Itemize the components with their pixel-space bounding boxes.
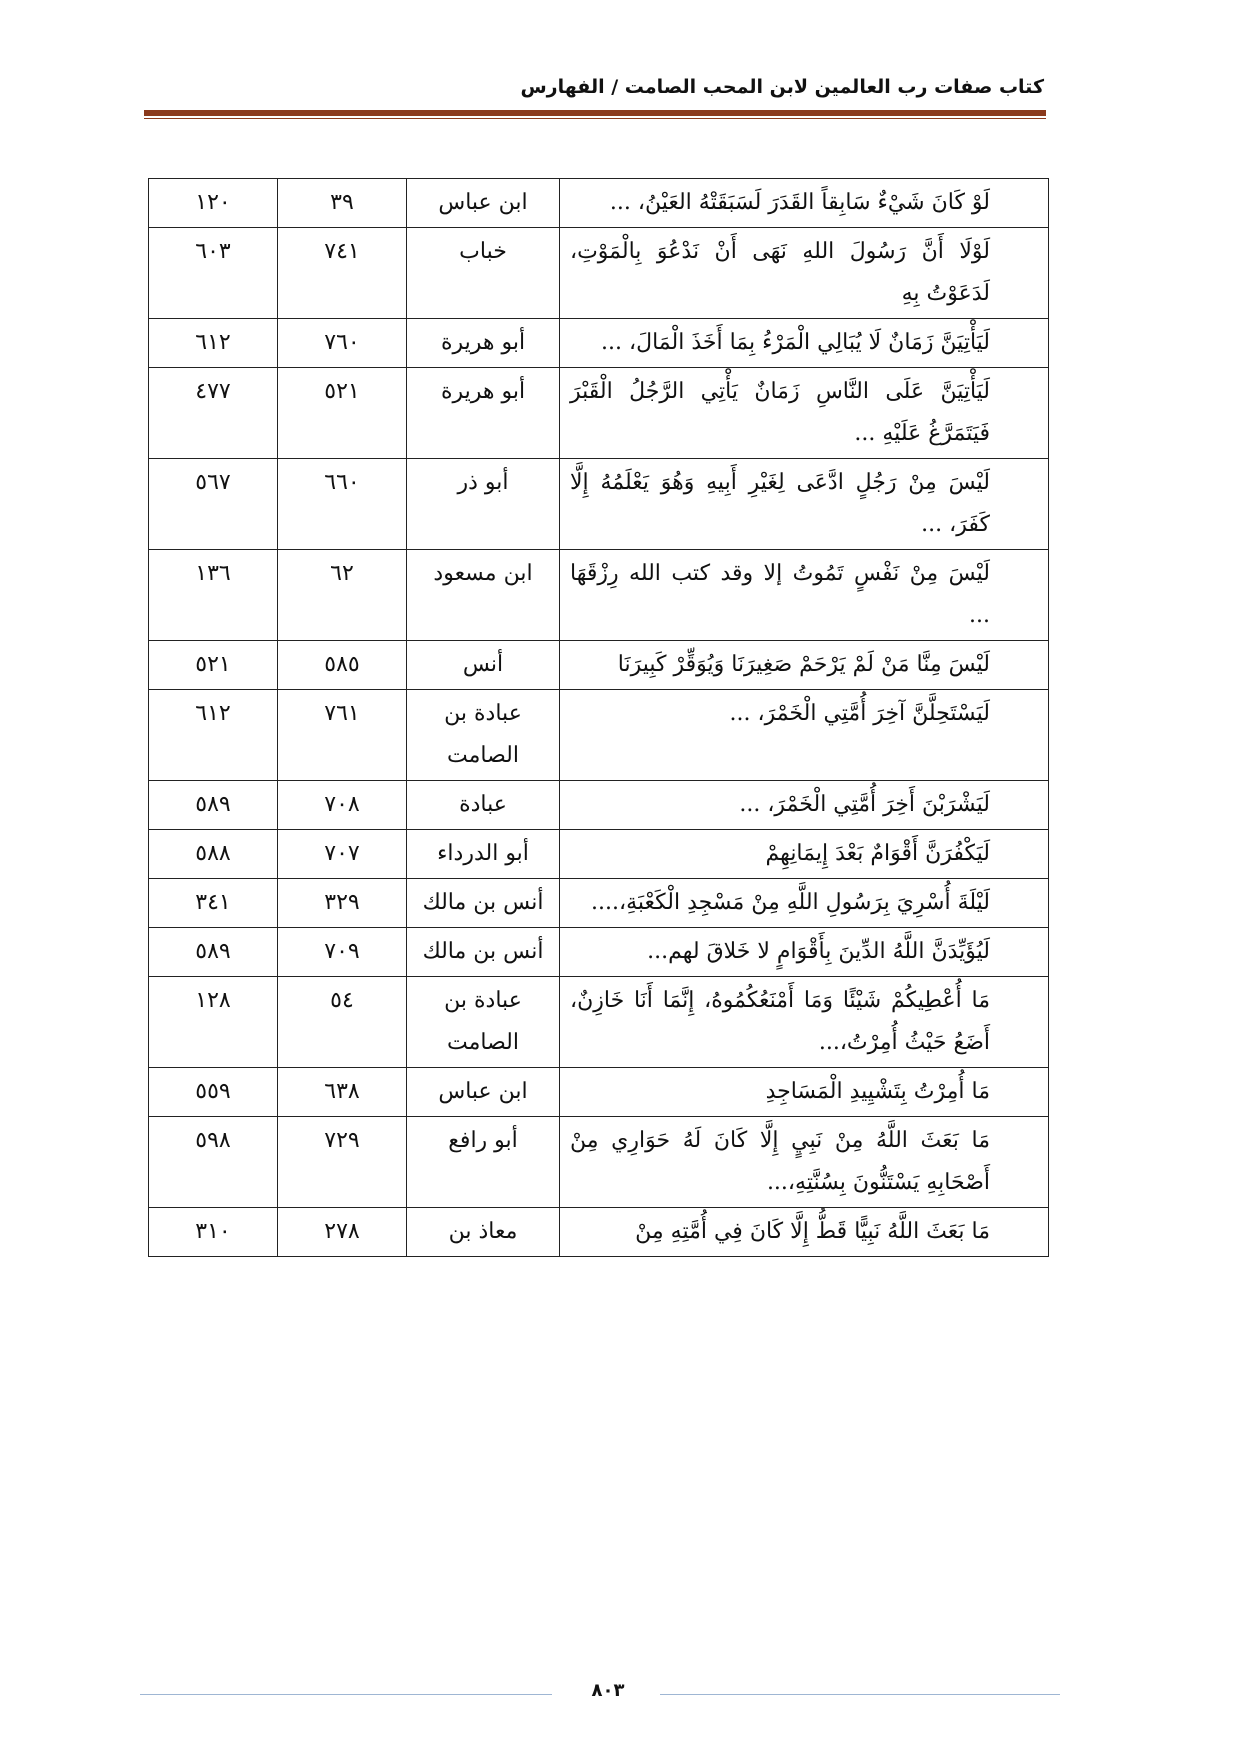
page-reference-cell [149, 928, 278, 977]
hadith-text-cell [560, 228, 1049, 319]
hadith-number-cell [278, 830, 407, 879]
hadith-number-cell [278, 690, 407, 781]
narrator-name: عبادة [459, 792, 507, 817]
narrator-name-cell [407, 459, 560, 550]
narrator-name: أبو ذر [457, 470, 509, 495]
table-row [149, 368, 1049, 459]
hadith-text-cell [560, 550, 1049, 641]
page-reference: ٥٨٩ [195, 792, 231, 817]
hadith-text: لَيْلَةَ أُسْرِيَ بِرَسُولِ اللَّهِ مِنْ مَسْجِدِ الْكَعْبَةِ،.... [591, 890, 990, 915]
hadith-number-cell [278, 1117, 407, 1208]
hadith-text-cell [560, 781, 1049, 830]
page-reference: ٣١٠ [195, 1219, 231, 1244]
table-row [149, 781, 1049, 830]
table-body [149, 179, 1049, 1257]
hadith-number: ٦٦٠ [324, 470, 360, 495]
table-row [149, 928, 1049, 977]
page-reference-cell [149, 179, 278, 228]
hadith-text: لَوْ كَانَ شَيْءٌ سَابِقاً القَدَرَ لَسَبَقَتْهُ العَيْنُ، ... [609, 190, 990, 215]
table-row [149, 1208, 1049, 1257]
narrator-name-cell [407, 1068, 560, 1117]
table-row [149, 830, 1049, 879]
narrator-name-cell [407, 830, 560, 879]
narrator-name-cell [407, 928, 560, 977]
page-number: ٨٠٣ [591, 1680, 625, 1701]
page-reference-cell [149, 690, 278, 781]
table-row [149, 641, 1049, 690]
table-row [149, 690, 1049, 781]
hadith-text: مَا بَعَثَ اللَّهُ مِنْ نَبِيٍ إِلَّا كَانَ لَهُ حَوَارِي مِنْ أَصْحَابِهِ يَسْتَنُّونَ بِسُنَّتِهِ،... [570, 1128, 990, 1195]
page-reference: ٥٨٨ [195, 841, 231, 866]
narrator-name: أبو الدرداء [437, 841, 529, 866]
page-reference-cell [149, 1208, 278, 1257]
hadith-number-cell [278, 879, 407, 928]
hadith-text-cell [560, 641, 1049, 690]
header-rule-thick [144, 110, 1046, 116]
narrator-name: ابن عباس [438, 190, 528, 215]
hadith-number-cell [278, 977, 407, 1068]
page-reference-cell [149, 368, 278, 459]
hadith-number-cell [278, 1208, 407, 1257]
hadith-text-cell [560, 319, 1049, 368]
narrator-name: ابن مسعود [433, 561, 533, 586]
table-row [149, 1068, 1049, 1117]
page-reference: ٥٦٧ [195, 470, 231, 495]
page-reference-cell [149, 459, 278, 550]
table-row [149, 319, 1049, 368]
hadith-number: ٥٨٥ [324, 652, 360, 677]
page-reference: ٤٧٧ [195, 379, 231, 404]
hadith-text: لَوْلَا أَنَّ رَسُولَ اللهِ نَهَى أَنْ نَدْعُوَ بِالْمَوْتِ، لَدَعَوْتُ بِهِ [570, 239, 990, 306]
narrator-name: أبو رافع [448, 1128, 518, 1153]
table-row [149, 550, 1049, 641]
footer-line-right [660, 1694, 1060, 1695]
hadith-text-cell [560, 1208, 1049, 1257]
narrator-name-cell [407, 781, 560, 830]
hadith-number: ٧٤١ [324, 239, 360, 264]
hadith-number: ٧٠٨ [324, 792, 360, 817]
footer-line-left [140, 1694, 552, 1695]
hadith-text: لَيَكْفُرَنَّ أَقْوَامٌ بَعْدَ إِيمَانِهِمْ [765, 841, 990, 866]
running-head-title: كتاب صفات رب العالمين لابن المحب الصامت / الفهارس [520, 76, 1044, 98]
page-reference-cell [149, 319, 278, 368]
narrator-name: أنس [462, 652, 504, 677]
hadith-number-cell [278, 368, 407, 459]
narrator-name-cell [407, 879, 560, 928]
narrator-name: أبو هريرة [440, 379, 526, 404]
page-reference: ٥٥٩ [195, 1079, 231, 1104]
hadith-number-cell [278, 781, 407, 830]
hadith-text: مَا أُمِرْتُ بِتَشْيِيدِ الْمَسَاجِدِ [765, 1079, 990, 1104]
narrator-name-cell [407, 690, 560, 781]
hadith-number: ٧٢٩ [324, 1128, 360, 1153]
narrator-name-cell [407, 368, 560, 459]
narrator-name: ابن عباس [438, 1079, 528, 1104]
table-row [149, 1117, 1049, 1208]
page-reference-cell [149, 781, 278, 830]
page-reference-cell [149, 1117, 278, 1208]
page-reference-cell [149, 1068, 278, 1117]
narrator-name: عبادة بن الصامت [444, 701, 522, 768]
hadith-number: ٢٧٨ [324, 1219, 360, 1244]
hadith-text-cell [560, 977, 1049, 1068]
table-row [149, 179, 1049, 228]
hadith-text-cell [560, 1117, 1049, 1208]
page-reference: ٦١٢ [195, 330, 231, 355]
hadith-number-cell [278, 550, 407, 641]
hadith-text-cell [560, 690, 1049, 781]
hadith-number-cell [278, 319, 407, 368]
hadith-number-cell [278, 179, 407, 228]
page-reference-cell [149, 641, 278, 690]
hadith-number: ٧٦٠ [324, 330, 360, 355]
hadith-text: لَيَشْرَبْنَ أَخِرَ أُمَّتِي الْخَمْرَ، ... [739, 792, 990, 817]
page-reference-cell [149, 879, 278, 928]
hadith-text: لَيْسَ مِنْ نَفْسٍ تَمُوتُ إلا وقد كتب الله رِزْقَهَا ... [570, 561, 990, 628]
page-reference: ٥٨٩ [195, 939, 231, 964]
hadith-text-cell [560, 879, 1049, 928]
hadith-number: ٣٢٩ [324, 890, 360, 915]
hadith-text: لَيُؤَيِّدَنَّ اللَّهُ الدِّينَ بِأَقْوَامٍ لا خَلاقَ لهم... [647, 939, 990, 964]
hadith-number-cell [278, 928, 407, 977]
page-reference: ٥٢١ [195, 652, 231, 677]
hadith-text: لَيَسْتَحِلَّنَّ آخِرَ أُمَّتِي الْخَمْرَ، ... [729, 701, 990, 726]
narrator-name-cell [407, 977, 560, 1068]
page-reference: ٥٩٨ [195, 1128, 231, 1153]
hadith-number-cell [278, 459, 407, 550]
hadith-number: ٧٠٧ [324, 841, 360, 866]
hadith-text: لَيْسَ مِنْ رَجُلٍ ادَّعَى لِغَيْرِ أَبِيهِ وَهُوَ يَعْلَمُهُ إِلَّا كَفَرَ، ... [570, 470, 990, 537]
page-reference: ١٣٦ [195, 561, 231, 586]
table-row [149, 879, 1049, 928]
table-row [149, 459, 1049, 550]
hadith-number: ٥٤ [330, 988, 354, 1013]
hadith-index-table [148, 178, 1049, 1257]
narrator-name-cell [407, 641, 560, 690]
narrator-name: معاذ بن [448, 1219, 518, 1244]
narrator-name: أبو هريرة [440, 330, 526, 355]
page-reference: ٣٤١ [195, 890, 231, 915]
hadith-text-cell [560, 830, 1049, 879]
hadith-text-cell [560, 179, 1049, 228]
page-reference: ١٢٨ [195, 988, 231, 1013]
hadith-number-cell [278, 228, 407, 319]
narrator-name-cell [407, 179, 560, 228]
page-reference-cell [149, 977, 278, 1068]
hadith-text-cell [560, 368, 1049, 459]
hadith-text-cell [560, 459, 1049, 550]
hadith-text-cell [560, 928, 1049, 977]
narrator-name-cell [407, 319, 560, 368]
narrator-name: عبادة بن الصامت [444, 988, 522, 1055]
hadith-text: لَيَأْتِيَنَّ عَلَى النَّاسِ زَمَانٌ يَأْتِي الرَّجُلُ الْقَبْرَ فَيَتَمَرَّغُ عَلَيْهِ ... [570, 379, 990, 446]
narrator-name: خباب [459, 239, 507, 264]
narrator-name: أنس بن مالك [422, 939, 544, 964]
narrator-name-cell [407, 228, 560, 319]
page-reference: ٦١٢ [195, 701, 231, 726]
page-reference-cell [149, 550, 278, 641]
hadith-number: ٧٠٩ [324, 939, 360, 964]
page-reference: ١٢٠ [195, 190, 231, 215]
narrator-name: أنس بن مالك [422, 890, 544, 915]
hadith-text: لَيَأْتِيَنَّ زَمَانٌ لَا يُبَالِي الْمَرْءُ بِمَا أَخَذَ الْمَالَ، ... [601, 330, 990, 355]
page-reference: ٦٠٣ [195, 239, 231, 264]
narrator-name-cell [407, 550, 560, 641]
table-row [149, 977, 1049, 1068]
narrator-name-cell [407, 1208, 560, 1257]
hadith-number: ٦٣٨ [324, 1079, 360, 1104]
hadith-number: ٣٩ [330, 190, 354, 215]
hadith-text: مَا بَعَثَ اللَّهُ نَبِيًّا قَطُّ إِلَّا كَانَ فِي أُمَّتِهِ مِنْ [635, 1219, 990, 1244]
hadith-number: ٦٢ [330, 561, 354, 586]
header-rule-thin [144, 118, 1046, 119]
page-reference-cell [149, 228, 278, 319]
hadith-number: ٥٢١ [324, 379, 360, 404]
table-row [149, 228, 1049, 319]
narrator-name-cell [407, 1117, 560, 1208]
page-reference-cell [149, 830, 278, 879]
hadith-number: ٧٦١ [324, 701, 360, 726]
hadith-text: مَا أُعْطِيكُمْ شَيْئًا وَمَا أَمْنَعُكُمُوهُ، إِنَّمَا أَنَا خَازِنٌ، أَضَعُ حَيْثُ أُمِرْتُ،... [570, 988, 990, 1055]
hadith-number-cell [278, 1068, 407, 1117]
hadith-number-cell [278, 641, 407, 690]
hadith-text: لَيْسَ مِنَّا مَنْ لَمْ يَرْحَمْ صَغِيرَنَا وَيُوَقِّرْ كَبِيرَنَا [617, 652, 990, 677]
hadith-text-cell [560, 1068, 1049, 1117]
